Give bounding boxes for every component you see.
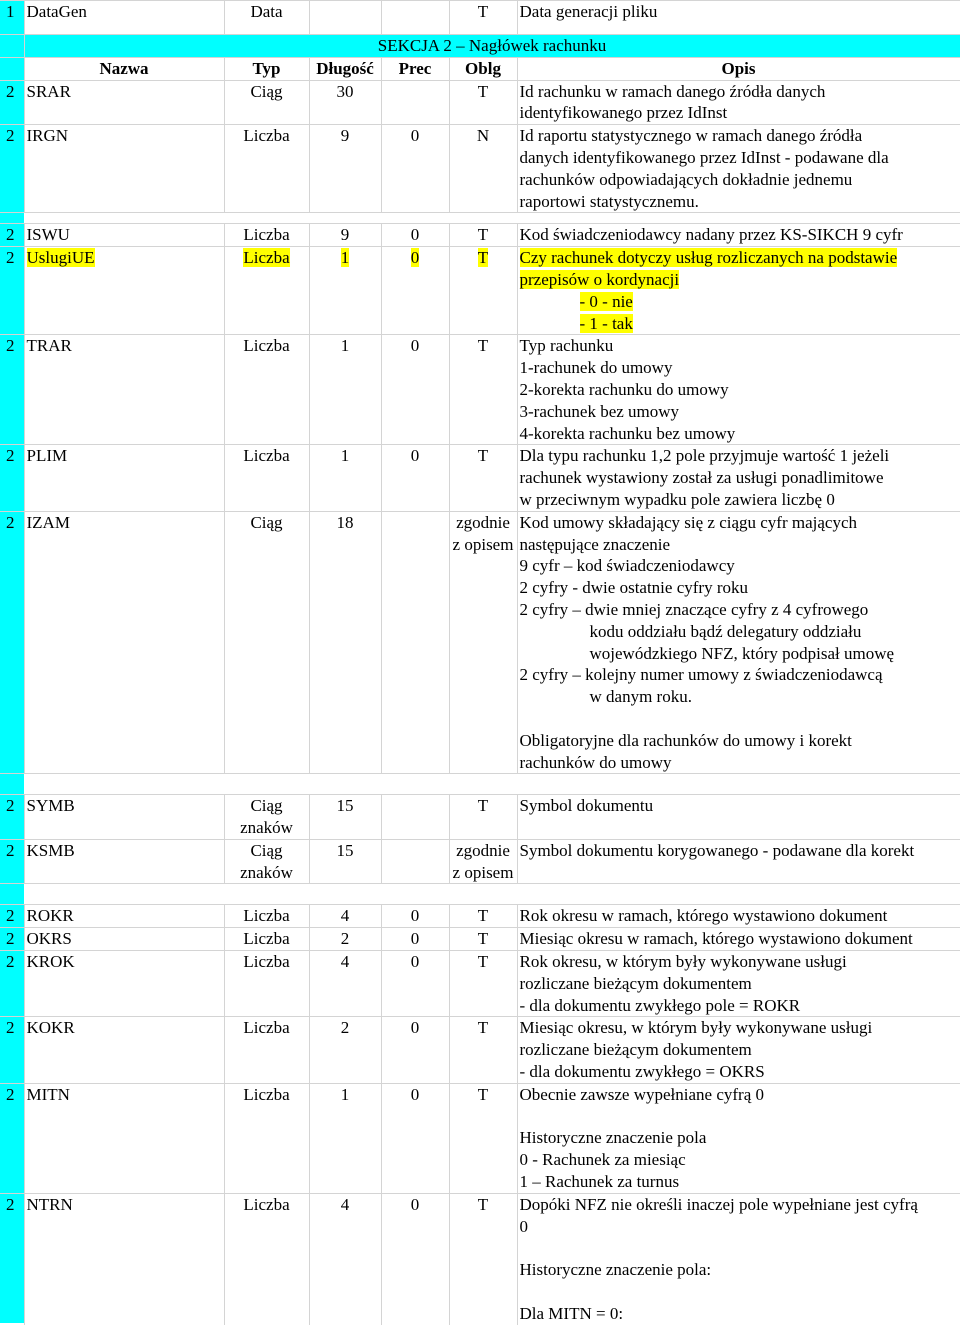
desc-line bbox=[520, 291, 958, 313]
field-name-text: MITN bbox=[26, 1084, 70, 1104]
field-req-text: T bbox=[477, 1194, 489, 1214]
field-name-text: SYMB bbox=[26, 796, 75, 816]
field-req-text: T bbox=[477, 446, 489, 466]
desc-line: rozliczane bieżącym dokumentem bbox=[519, 973, 752, 993]
section-title: SEKCJA 2 – Nagłówek rachunku bbox=[24, 35, 960, 58]
field-type-text: Liczba bbox=[243, 1194, 290, 1214]
desc-line: 4-korekta rachunku bez umowy bbox=[519, 423, 736, 443]
top-row bbox=[0, 1, 960, 35]
field-type-text: Ciąg znaków bbox=[240, 796, 293, 838]
desc-line: 0 - Rachunek za miesiąc bbox=[519, 1150, 686, 1170]
level: 2 bbox=[0, 905, 24, 928]
table-row bbox=[0, 839, 960, 884]
field-name bbox=[24, 80, 224, 125]
desc-line-text: - 0 - nie bbox=[579, 291, 633, 311]
desc-line: rozliczane bieżącym dokumentem bbox=[519, 1040, 752, 1060]
field-length-text: 30 bbox=[336, 81, 354, 101]
desc-line: 2-korekta rachunku do umowy bbox=[519, 379, 729, 399]
field-length bbox=[309, 1083, 381, 1193]
field-length bbox=[309, 795, 381, 840]
field-length-text: 15 bbox=[336, 796, 354, 816]
desc-line: - dla dokumentu zwykłego pole = ROKR bbox=[519, 995, 801, 1015]
level: 2 bbox=[0, 511, 24, 774]
desc-line: Historyczne znaczenie pola: bbox=[519, 1260, 712, 1280]
field-name bbox=[24, 511, 224, 774]
field-req-text: T bbox=[477, 336, 489, 356]
field-name-text: NTRN bbox=[26, 1194, 73, 1214]
table-row bbox=[0, 224, 960, 247]
table-row bbox=[0, 1083, 960, 1193]
field-desc bbox=[517, 1083, 960, 1193]
field-desc bbox=[517, 839, 960, 884]
field-name bbox=[24, 445, 224, 511]
level: 2 bbox=[0, 335, 24, 445]
desc-line: następujące znaczenie bbox=[519, 534, 671, 554]
field-prec bbox=[381, 905, 449, 928]
field-name-text: IRGN bbox=[26, 126, 69, 146]
field-type bbox=[224, 839, 309, 884]
desc-line: Rok okresu w ramach, którego wystawiono dokument bbox=[519, 906, 888, 926]
field-req bbox=[449, 511, 517, 774]
desc-line: 1-rachunek do umowy bbox=[519, 358, 673, 378]
col-req: Oblg bbox=[449, 57, 517, 80]
field-desc bbox=[517, 445, 960, 511]
desc-line: Symbol dokumentu korygowanego - podawane dla korekt bbox=[519, 840, 915, 860]
field-name-text: IZAM bbox=[26, 512, 70, 532]
field-desc bbox=[517, 335, 960, 445]
field-length bbox=[309, 80, 381, 125]
field-type-text: Liczba bbox=[243, 906, 290, 926]
field-prec bbox=[381, 1017, 449, 1083]
field-req-text: T bbox=[477, 929, 489, 949]
field-length bbox=[309, 247, 381, 335]
field-prec-text: 0 bbox=[410, 1194, 420, 1214]
field-type-text: Liczba bbox=[243, 126, 290, 146]
desc-line: 0 bbox=[519, 1216, 528, 1236]
level: 2 bbox=[0, 247, 24, 335]
field-prec-text: 0 bbox=[410, 1018, 420, 1038]
field-req-text: T bbox=[477, 906, 489, 926]
field-desc bbox=[517, 795, 960, 840]
desc-line: 9 cyfr – kod świadczeniodawcy bbox=[519, 556, 735, 576]
field-req-text: T bbox=[477, 248, 489, 268]
spacer-row bbox=[0, 774, 960, 795]
field-type-text: Liczba bbox=[243, 225, 290, 245]
field-name bbox=[24, 951, 224, 1017]
table-row bbox=[0, 795, 960, 840]
field-name bbox=[24, 1083, 224, 1193]
level: 1 bbox=[0, 1, 24, 35]
field-req-text: zgodnie z opisem bbox=[452, 512, 514, 554]
table-row bbox=[0, 125, 960, 213]
table-row bbox=[0, 511, 960, 774]
spacer-row bbox=[0, 213, 960, 224]
section-row bbox=[0, 35, 960, 58]
field-type-text: Liczba bbox=[243, 336, 290, 356]
desc-line bbox=[520, 1281, 958, 1303]
field-name bbox=[24, 928, 224, 951]
field-req-text: zgodnie z opisem bbox=[452, 840, 514, 882]
field-type bbox=[224, 928, 309, 951]
level: 2 bbox=[0, 80, 24, 125]
field-req-text: T bbox=[477, 81, 489, 101]
level: 2 bbox=[0, 839, 24, 884]
table-row bbox=[0, 905, 960, 928]
table-row bbox=[0, 335, 960, 445]
level: 2 bbox=[0, 1193, 24, 1324]
field-type bbox=[224, 511, 309, 774]
spacer-row bbox=[0, 884, 960, 905]
desc-line-text: - 1 - tak bbox=[579, 313, 633, 333]
field-name bbox=[24, 335, 224, 445]
desc-line: Symbol dokumentu bbox=[519, 796, 654, 816]
desc-line: Id rachunku w ramach danego źródła danych bbox=[519, 81, 826, 101]
field-prec bbox=[381, 951, 449, 1017]
field-name bbox=[24, 1193, 224, 1324]
field-type bbox=[224, 905, 309, 928]
desc-line bbox=[520, 269, 958, 291]
field-prec bbox=[381, 795, 449, 840]
field-req bbox=[449, 951, 517, 1017]
field-req bbox=[449, 1017, 517, 1083]
desc-line: 2 cyfry - dwie ostatnie cyfry roku bbox=[519, 578, 748, 598]
field-prec bbox=[381, 335, 449, 445]
desc-line bbox=[520, 1106, 958, 1128]
desc-line: rachunków odpowiadających dokładnie jednemu bbox=[519, 169, 853, 189]
field-req bbox=[449, 1193, 517, 1324]
field-req-text: T bbox=[477, 796, 489, 816]
field-prec bbox=[381, 928, 449, 951]
field-type: Data bbox=[224, 1, 309, 35]
desc-line: Dla typu rachunku 1,2 pole przyjmuje wartość 1 jeżeli bbox=[519, 446, 890, 466]
field-req-text: T bbox=[477, 225, 489, 245]
field-name-text: ISWU bbox=[26, 225, 70, 245]
col-length: Długość bbox=[309, 57, 381, 80]
desc-line: Kod umowy składający się z ciągu cyfr mających bbox=[519, 512, 858, 532]
field-type-text: Liczba bbox=[243, 1084, 290, 1104]
field-name-text: PLIM bbox=[26, 446, 68, 466]
field-length bbox=[309, 839, 381, 884]
field-length-text: 15 bbox=[336, 840, 354, 860]
field-type-text: Ciąg znaków bbox=[240, 840, 293, 882]
desc-line: danych identyfikowanego przez IdInst - podawane dla bbox=[519, 147, 889, 167]
field-req-text: T bbox=[477, 1084, 489, 1104]
field-length bbox=[309, 928, 381, 951]
field-prec bbox=[381, 1193, 449, 1324]
field-length bbox=[309, 905, 381, 928]
desc-line: kodu oddziału bądź delegatury oddziału bbox=[589, 621, 862, 641]
field-req bbox=[449, 445, 517, 511]
field-name bbox=[24, 224, 224, 247]
field-type bbox=[224, 125, 309, 213]
desc-line: wojewódzkiego NFZ, który podpisał umowę bbox=[589, 643, 895, 663]
field-length bbox=[309, 1193, 381, 1324]
level: 2 bbox=[0, 951, 24, 1017]
field-type bbox=[224, 951, 309, 1017]
field-req bbox=[449, 247, 517, 335]
table-row bbox=[0, 1017, 960, 1083]
desc-line: Obligatoryjne dla rachunków do umowy i korekt bbox=[519, 730, 852, 750]
col-desc: Opis bbox=[517, 57, 960, 80]
field-type-text: Liczba bbox=[243, 929, 290, 949]
field-length-text: 4 bbox=[340, 952, 350, 972]
field-desc: Data generacji pliku bbox=[517, 1, 960, 35]
field-type bbox=[224, 247, 309, 335]
desc-line: 3-rachunek bez umowy bbox=[519, 401, 680, 421]
field-prec bbox=[381, 125, 449, 213]
field-length-text: 1 bbox=[340, 446, 350, 466]
field-desc bbox=[517, 928, 960, 951]
field-prec bbox=[381, 224, 449, 247]
field-length-text: 1 bbox=[340, 248, 350, 268]
field-req bbox=[449, 905, 517, 928]
desc-line bbox=[520, 313, 958, 335]
field-desc bbox=[517, 224, 960, 247]
field-prec bbox=[381, 80, 449, 125]
field-name-text: KOKR bbox=[26, 1018, 75, 1038]
field-prec-text: 0 bbox=[410, 446, 420, 466]
field-name bbox=[24, 905, 224, 928]
field-length-text: 1 bbox=[340, 336, 350, 356]
field-desc bbox=[517, 905, 960, 928]
table-row bbox=[0, 80, 960, 125]
field-type bbox=[224, 335, 309, 445]
level: 2 bbox=[0, 928, 24, 951]
desc-line bbox=[520, 247, 958, 269]
field-type bbox=[224, 80, 309, 125]
field-length bbox=[309, 511, 381, 774]
desc-line bbox=[520, 708, 958, 730]
field-length-text: 9 bbox=[340, 225, 350, 245]
field-length-text: 2 bbox=[340, 1018, 350, 1038]
col-type: Typ bbox=[224, 57, 309, 80]
desc-line: Miesiąc okresu, w którym były wykonywane usługi bbox=[519, 1018, 873, 1038]
desc-line: Kod świadczeniodawcy nadany przez KS-SIKCH 9 cyfr bbox=[519, 225, 903, 245]
field-req bbox=[449, 839, 517, 884]
desc-line: - dla dokumentu zwykłego = OKRS bbox=[519, 1062, 765, 1082]
field-desc bbox=[517, 125, 960, 213]
desc-line: Historyczne znaczenie pola bbox=[519, 1128, 707, 1148]
field-prec bbox=[381, 445, 449, 511]
field-req-text: T bbox=[477, 952, 489, 972]
field-prec-text: 0 bbox=[410, 906, 420, 926]
field-type bbox=[224, 224, 309, 247]
level: 2 bbox=[0, 445, 24, 511]
level: 2 bbox=[0, 1083, 24, 1193]
col-prec: Prec bbox=[381, 57, 449, 80]
field-req bbox=[449, 795, 517, 840]
field-type-text: Liczba bbox=[243, 952, 290, 972]
field-desc bbox=[517, 951, 960, 1017]
field-prec-text: 0 bbox=[410, 126, 420, 146]
field-length bbox=[309, 951, 381, 1017]
field-prec-text: 0 bbox=[410, 952, 420, 972]
table-row bbox=[0, 247, 960, 335]
field-name-text: OKRS bbox=[26, 929, 72, 949]
field-length-text: 18 bbox=[336, 512, 354, 532]
field-prec bbox=[381, 839, 449, 884]
desc-line: Typ rachunku bbox=[519, 336, 614, 356]
table-row bbox=[0, 1193, 960, 1324]
desc-line: 1 – Rachunek za turnus bbox=[519, 1172, 680, 1192]
field-type bbox=[224, 1017, 309, 1083]
level: 2 bbox=[0, 224, 24, 247]
field-desc bbox=[517, 1017, 960, 1083]
field-req-text: T bbox=[477, 1018, 489, 1038]
desc-line: w przeciwnym wypadku pole zawiera liczbę 0 bbox=[519, 489, 835, 509]
table-row bbox=[0, 951, 960, 1017]
field-req bbox=[449, 224, 517, 247]
field-type-text: Liczba bbox=[243, 446, 290, 466]
field-length-text: 1 bbox=[340, 1084, 350, 1104]
desc-line: w danym roku. bbox=[589, 687, 692, 707]
field-name-text: UslugiUE bbox=[26, 248, 95, 268]
field-prec bbox=[381, 511, 449, 774]
field-type-text: Liczba bbox=[243, 248, 290, 268]
field-desc bbox=[517, 247, 960, 335]
desc-line: rachunków do umowy bbox=[519, 752, 672, 772]
field-type bbox=[224, 1083, 309, 1193]
field-length bbox=[309, 335, 381, 445]
desc-line: rachunek wystawiony został za usługi ponadlimitowe bbox=[519, 468, 884, 488]
field-name: DataGen bbox=[24, 1, 224, 35]
field-req bbox=[449, 125, 517, 213]
field-length bbox=[309, 224, 381, 247]
field-length-text: 4 bbox=[340, 906, 350, 926]
field-type-text: Liczba bbox=[243, 1018, 290, 1038]
field-prec bbox=[381, 1083, 449, 1193]
table-row bbox=[0, 928, 960, 951]
field-type bbox=[224, 445, 309, 511]
field-req: T bbox=[449, 1, 517, 35]
field-name bbox=[24, 839, 224, 884]
field-desc bbox=[517, 1193, 960, 1324]
header-row bbox=[0, 57, 960, 80]
table-row bbox=[0, 445, 960, 511]
field-name bbox=[24, 125, 224, 213]
field-length-text: 9 bbox=[340, 126, 350, 146]
field-prec-text: 0 bbox=[410, 929, 420, 949]
field-prec-text: 0 bbox=[410, 225, 420, 245]
field-length bbox=[309, 125, 381, 213]
desc-line: 2 cyfry – dwie mniej znaczące cyfry z 4 cyfrowego bbox=[519, 599, 869, 619]
field-name-text: ROKR bbox=[26, 906, 74, 926]
field-name bbox=[24, 795, 224, 840]
desc-line: Miesiąc okresu w ramach, którego wystawiono dokument bbox=[519, 929, 913, 949]
field-length-text: 4 bbox=[340, 1194, 350, 1214]
desc-line-text: Czy rachunek dotyczy usług rozliczanych na podstawie bbox=[519, 248, 898, 268]
level: 2 bbox=[0, 125, 24, 213]
field-name bbox=[24, 1017, 224, 1083]
field-name-text: TRAR bbox=[26, 336, 72, 356]
field-name-text: KSMB bbox=[26, 840, 75, 860]
field-name-text: KROK bbox=[26, 952, 75, 972]
desc-line: Rok okresu, w którym były wykonywane usługi bbox=[519, 952, 847, 972]
field-req bbox=[449, 335, 517, 445]
desc-line: Obecnie zawsze wypełniane cyfrą 0 bbox=[519, 1084, 764, 1104]
desc-line: Id raportu statystycznego w ramach danego źródła bbox=[519, 126, 863, 146]
desc-line bbox=[520, 1237, 958, 1259]
field-name bbox=[24, 247, 224, 335]
desc-line: identyfikowanego przez IdInst bbox=[519, 103, 728, 123]
field-prec bbox=[381, 247, 449, 335]
level: 2 bbox=[0, 795, 24, 840]
field-req bbox=[449, 80, 517, 125]
field-type-text: Ciąg bbox=[250, 512, 283, 532]
field-type bbox=[224, 795, 309, 840]
field-prec-text: 0 bbox=[410, 336, 420, 356]
field-prec-text: 0 bbox=[410, 248, 420, 268]
desc-line-text: przepisów o kordynacji bbox=[519, 269, 680, 289]
desc-line: Dopóki NFZ nie określi inaczej pole wypełniane jest cyfrą bbox=[519, 1194, 918, 1214]
field-req-text: N bbox=[476, 126, 490, 146]
field-name-text: SRAR bbox=[26, 81, 71, 101]
field-length bbox=[309, 1017, 381, 1083]
field-req bbox=[449, 928, 517, 951]
desc-line: raportowi statystycznemu. bbox=[519, 191, 699, 211]
field-length-text: 2 bbox=[340, 929, 350, 949]
field-type-text: Ciąg bbox=[250, 81, 283, 101]
field-desc bbox=[517, 80, 960, 125]
field-length bbox=[309, 445, 381, 511]
col-name: Nazwa bbox=[24, 57, 224, 80]
field-type bbox=[224, 1193, 309, 1324]
desc-line: Dla MITN = 0: bbox=[519, 1303, 624, 1323]
field-prec-text: 0 bbox=[410, 1084, 420, 1104]
desc-line: 2 cyfry – kolejny numer umowy z świadczeniodawcą bbox=[519, 665, 883, 685]
field-desc bbox=[517, 511, 960, 774]
field-req bbox=[449, 1083, 517, 1193]
level: 2 bbox=[0, 1017, 24, 1083]
